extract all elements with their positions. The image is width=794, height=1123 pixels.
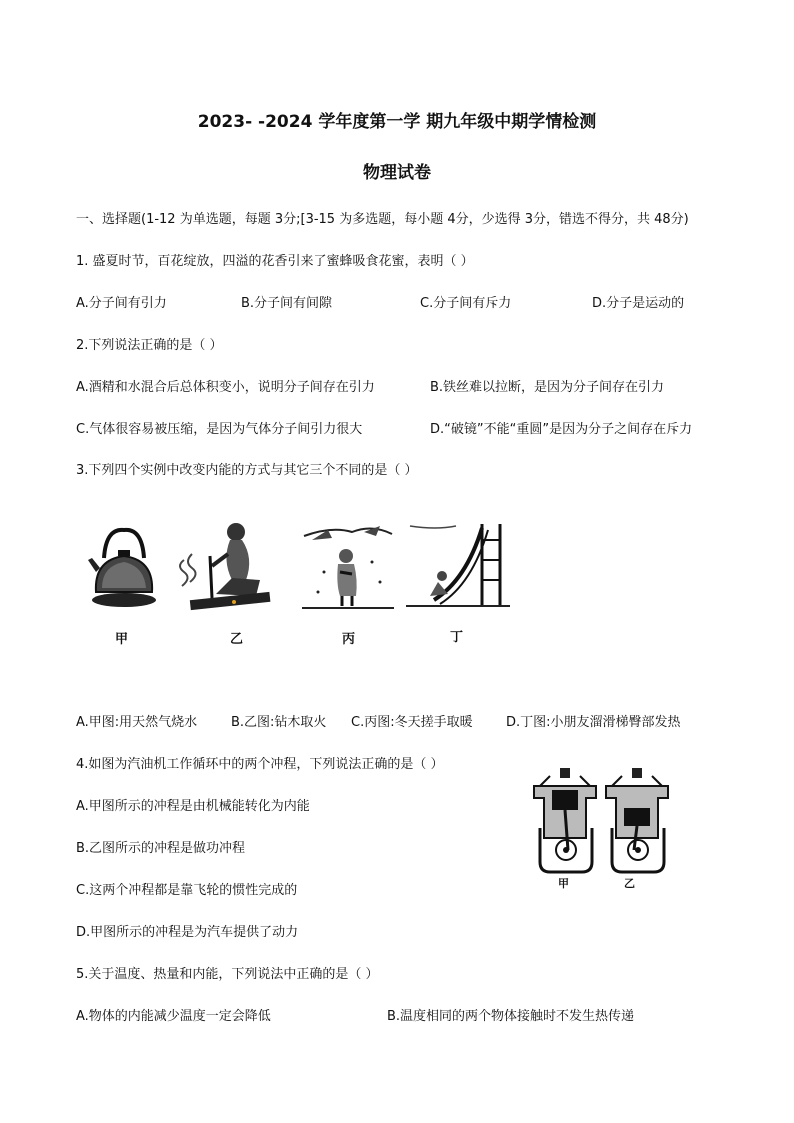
- q5-stem: 5.关于温度、热量和内能，下列说法中正确的是（ ）: [76, 967, 379, 982]
- q3-caption-bing: 丙: [342, 632, 356, 647]
- q4-option-c: C.这两个冲程都是靠飞轮的惯性完成的: [76, 883, 298, 898]
- q2-option-c: C.气体很容易被压缩，是因为气体分子间引力很大: [76, 422, 363, 437]
- q3-caption-yi: 乙: [230, 632, 244, 647]
- section-header: 一、选择题(1-12 为单选题，每题 3分;[3-15 为多选题，每小题 4分，少选得 3分，错选不得分，共 48分): [76, 212, 689, 227]
- q3-option-a: A.甲图:用天然气烧水: [76, 715, 198, 730]
- q3-caption-ding: 丁: [450, 630, 464, 645]
- q4-stem: 4.如图为汽油机工作循环中的两个冲程，下列说法正确的是（ ）: [76, 757, 444, 772]
- q3-option-c: C.丙图:冬天搓手取暖: [351, 715, 473, 730]
- q1-option-b: B.分子间有间隙: [241, 296, 333, 311]
- q3-option-d: D.丁图:小朋友溜滑梯臀部发热: [506, 715, 681, 730]
- q3-option-b: B.乙图:钻木取火: [231, 715, 327, 730]
- engine-jia-figure: [530, 768, 602, 874]
- q4-caption-yi: 乙: [624, 877, 635, 890]
- q2-option-a: A.酒精和水混合后总体积变小，说明分子间存在引力: [76, 380, 375, 395]
- q5-option-a: A.物体的内能减少温度一定会降低: [76, 1009, 271, 1024]
- q3-caption-jia: 甲: [115, 632, 129, 647]
- q4-option-a: A.甲图所示的冲程是由机械能转化为内能: [76, 799, 310, 814]
- q4-option-b: B.乙图所示的冲程是做功冲程: [76, 841, 246, 856]
- q4-option-d: D.甲图所示的冲程是为汽车提供了动力: [76, 925, 299, 940]
- q1-option-c: C.分子间有斥力: [420, 296, 512, 311]
- q1-option-d: D.分子是运动的: [592, 296, 685, 311]
- drilling-wood-figure: [176, 520, 280, 612]
- q1-stem: 1. 盛夏时节，百花绽放，四溢的花香引来了蜜蜂吸食花蜜，表明（ ）: [76, 254, 474, 269]
- q4-caption-jia: 甲: [558, 877, 569, 890]
- exam-title: 2023- -2024 学年度第一学 期九年级中期学情检测: [197, 112, 597, 132]
- q1-option-a: A.分子间有引力: [76, 296, 167, 311]
- exam-subtitle: 物理试卷: [363, 163, 431, 183]
- q3-stem: 3.下列四个实例中改变内能的方式与其它三个不同的是（ ）: [76, 463, 418, 478]
- q2-stem: 2.下列说法正确的是（ ）: [76, 338, 223, 353]
- q5-option-b: B.温度相同的两个物体接触时不发生热传递: [387, 1009, 635, 1024]
- kettle-figure: [88, 522, 162, 612]
- q2-option-d: D.“破镜”不能“重圆”是因为分子之间存在斥力: [430, 422, 693, 437]
- engine-yi-figure: [602, 768, 674, 874]
- slide-figure: [406, 520, 510, 610]
- winter-hands-figure: [302, 522, 394, 610]
- q2-option-b: B.铁丝难以拉断，是因为分子间存在引力: [430, 380, 665, 395]
